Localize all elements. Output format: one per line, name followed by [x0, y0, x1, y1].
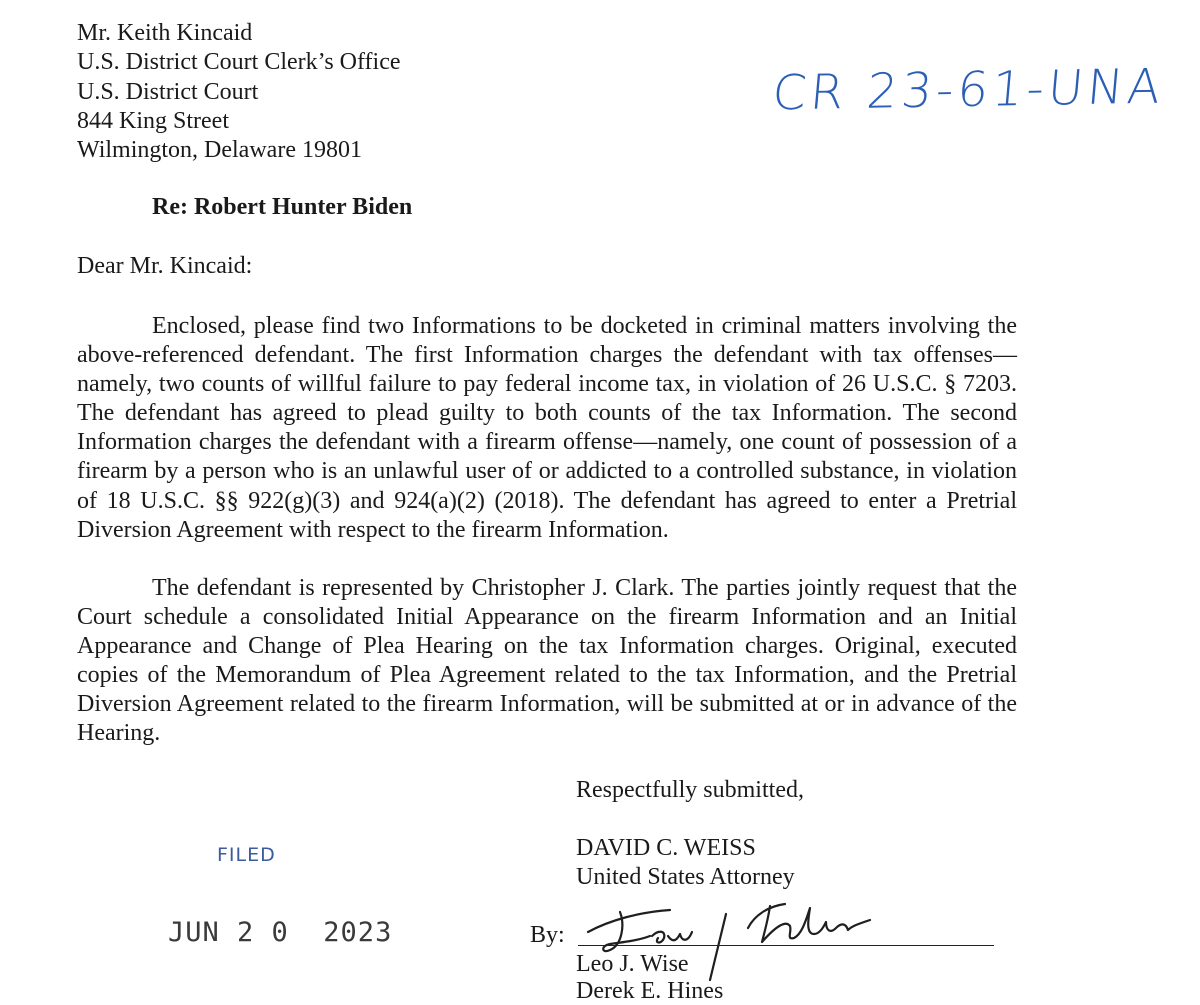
signature-stroke-3: [710, 914, 726, 980]
recipient-street: 844 King Street: [77, 107, 229, 134]
recipient-city: Wilmington, Delaware 19801: [77, 137, 362, 164]
recipient-name: Mr. Keith Kincaid: [77, 20, 253, 46]
by-label: By:: [530, 922, 565, 948]
salutation: Dear Mr. Kincaid:: [77, 253, 253, 279]
cutoff-next-signer: Derek E. Hines: [576, 978, 724, 1004]
signature-stroke-4: [748, 904, 870, 942]
signature-line: [578, 945, 994, 946]
handwritten-case-number: CR 23-61-UNA: [770, 58, 1167, 122]
filed-stamp-label: FILED: [217, 844, 276, 866]
signatory-block: [576, 834, 795, 892]
signature-stroke-2: [652, 932, 692, 943]
body-paragraph-1: Enclosed, please find two Informations to be docketed in criminal matters involving the above-referenced defendant. The first Information charges the defendant with tax offenses—namely, two counts of willful failure to pay federal income tax, in violation of 26 U.S.C. § 7203. The defendant has agreed to plead guilty to both counts of the tax Information. The second Information charges the defendant with a firearm offense—namely, one count of possession of a firearm by a person who is an unlawful user of or addicted to a controlled substance, in violation of 18 U.S.C. §§ 922(g)(3) and 924(a)(2) (2018). The defendant has agreed to enter a Pretrial Diversion Agreement with respect to the firearm Information.: [77, 313, 1017, 543]
re-line: Re: Robert Hunter Biden: [152, 194, 413, 220]
signatory-name: DAVID C. WEISS: [576, 835, 756, 861]
filed-stamp-date: JUN 2 0 2023: [168, 917, 393, 948]
recipient-address-block: [77, 19, 401, 165]
recipient-office: U.S. District Court Clerk’s Office: [77, 49, 401, 76]
closing: Respectfully submitted,: [576, 777, 804, 803]
body-paragraph-2: The defendant is represented by Christopher J. Clark. The parties jointly request that the Court schedule a consolidated Initial Appearance on the firearm Information and an Initial Appearance and Change of Plea Hearing on the tax Information charges. Original, executed copies of the Memorandum of Plea Agreement related to the tax Information, and the Pretrial Diversion Agreement related to the firearm Information, will be submitted at or in advance of the Hearing.: [77, 575, 1017, 747]
signatory-title: United States Attorney: [576, 864, 795, 890]
recipient-court: U.S. District Court: [77, 78, 259, 105]
signer-name: Leo J. Wise: [576, 951, 689, 977]
